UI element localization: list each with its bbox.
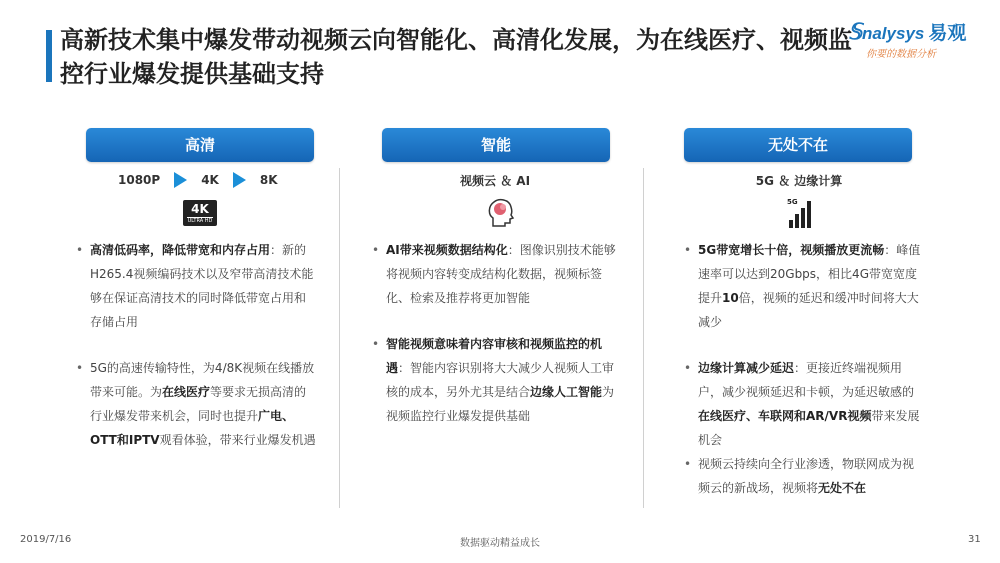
resolution-1080p: 1080P <box>118 173 161 187</box>
analysys-logo: 𝕊nalysys 易观 你要的数据分析 <box>848 18 988 62</box>
list-item: • 智能视频意味着内容审核和视频监控的机遇：智能内容识别将大大减少人视频人工审核的成本，另外尤其是结合边缘人工智能为视频监控行业爆发提供基础 <box>372 332 620 428</box>
column-header-hd: 高清 <box>86 128 314 162</box>
ai-sublabel: 视频云 ＆ AI <box>459 174 531 188</box>
column-header-smart: 智能 <box>382 128 610 162</box>
list-item: • 视频云持续向全行业渗透，物联网成为视频云的新战场，视频将无处不在 <box>684 452 924 500</box>
column-divider <box>339 168 340 508</box>
logo-tagline: 你要的数据分析 <box>866 49 936 60</box>
list-item: • 高清低码率，降低带宽和内存占用：新的H265.4视频编码技术以及窄带高清技术能够在保证高清技术的同时降低带宽占用和存储占用 <box>76 238 316 334</box>
title-accent-bar <box>46 30 52 82</box>
list-item: • 边缘计算减少延迟：更接近终端视频用户，减少视频延迟和卡顿，为延迟敏感的在线医疗、车联网和AR/VR视频带来发展机会 <box>684 356 924 452</box>
page-title: 高新技术集中爆发带动视频云向智能化、高清化发展，为在线医疗、视频监控行业爆发提供基础支持 <box>60 26 852 88</box>
list-item: • 5G的高速传输特性，为4/8K视频在线播放带来可能。为在线医疗等要求无损高清的行业爆发带来机会，同时也提升广电、OTT和IPTV观看体验，带来行业爆发机遇 <box>76 356 316 452</box>
ubiquitous-bullet-list <box>684 238 924 500</box>
logo-cn-text: 易观 <box>928 23 967 44</box>
column-header-ubiquitous: 无处不在 <box>684 128 912 162</box>
page-number: 31 <box>968 534 981 545</box>
arrow-right-icon <box>233 172 246 188</box>
smart-bullet-list <box>372 238 620 428</box>
column-divider <box>643 168 644 508</box>
footer-date: 2019/7/16 <box>20 534 72 545</box>
5g-edge-sublabel: 5G ＆ 边缘计算 <box>755 174 843 188</box>
resolution-8k: 8K <box>259 173 278 187</box>
4k-ultra-hd-icon: 4K ULTRA HD <box>183 200 217 226</box>
list-item: • AI带来视频数据结构化：图像识别技术能够将视频内容转变成结构化数据，视频标签化、检索及推荐将更加智能 <box>372 238 620 310</box>
footer-slogan: 数据驱动精益成长 <box>460 538 540 549</box>
resolution-row <box>118 172 278 188</box>
ai-brain-head-icon <box>483 196 517 230</box>
list-item: • 5G带宽增长十倍，视频播放更流畅：峰值速率可以达到20Gbps，相比4G带宽宽度提升10倍，视频的延迟和缓冲时间将大大减少 <box>684 238 924 334</box>
logo-text: nalysys <box>861 24 925 43</box>
resolution-4k: 4K <box>201 173 219 187</box>
arrow-right-icon <box>174 172 187 188</box>
5g-signal-icon: 5G <box>787 198 815 228</box>
hd-bullet-list <box>76 238 316 452</box>
